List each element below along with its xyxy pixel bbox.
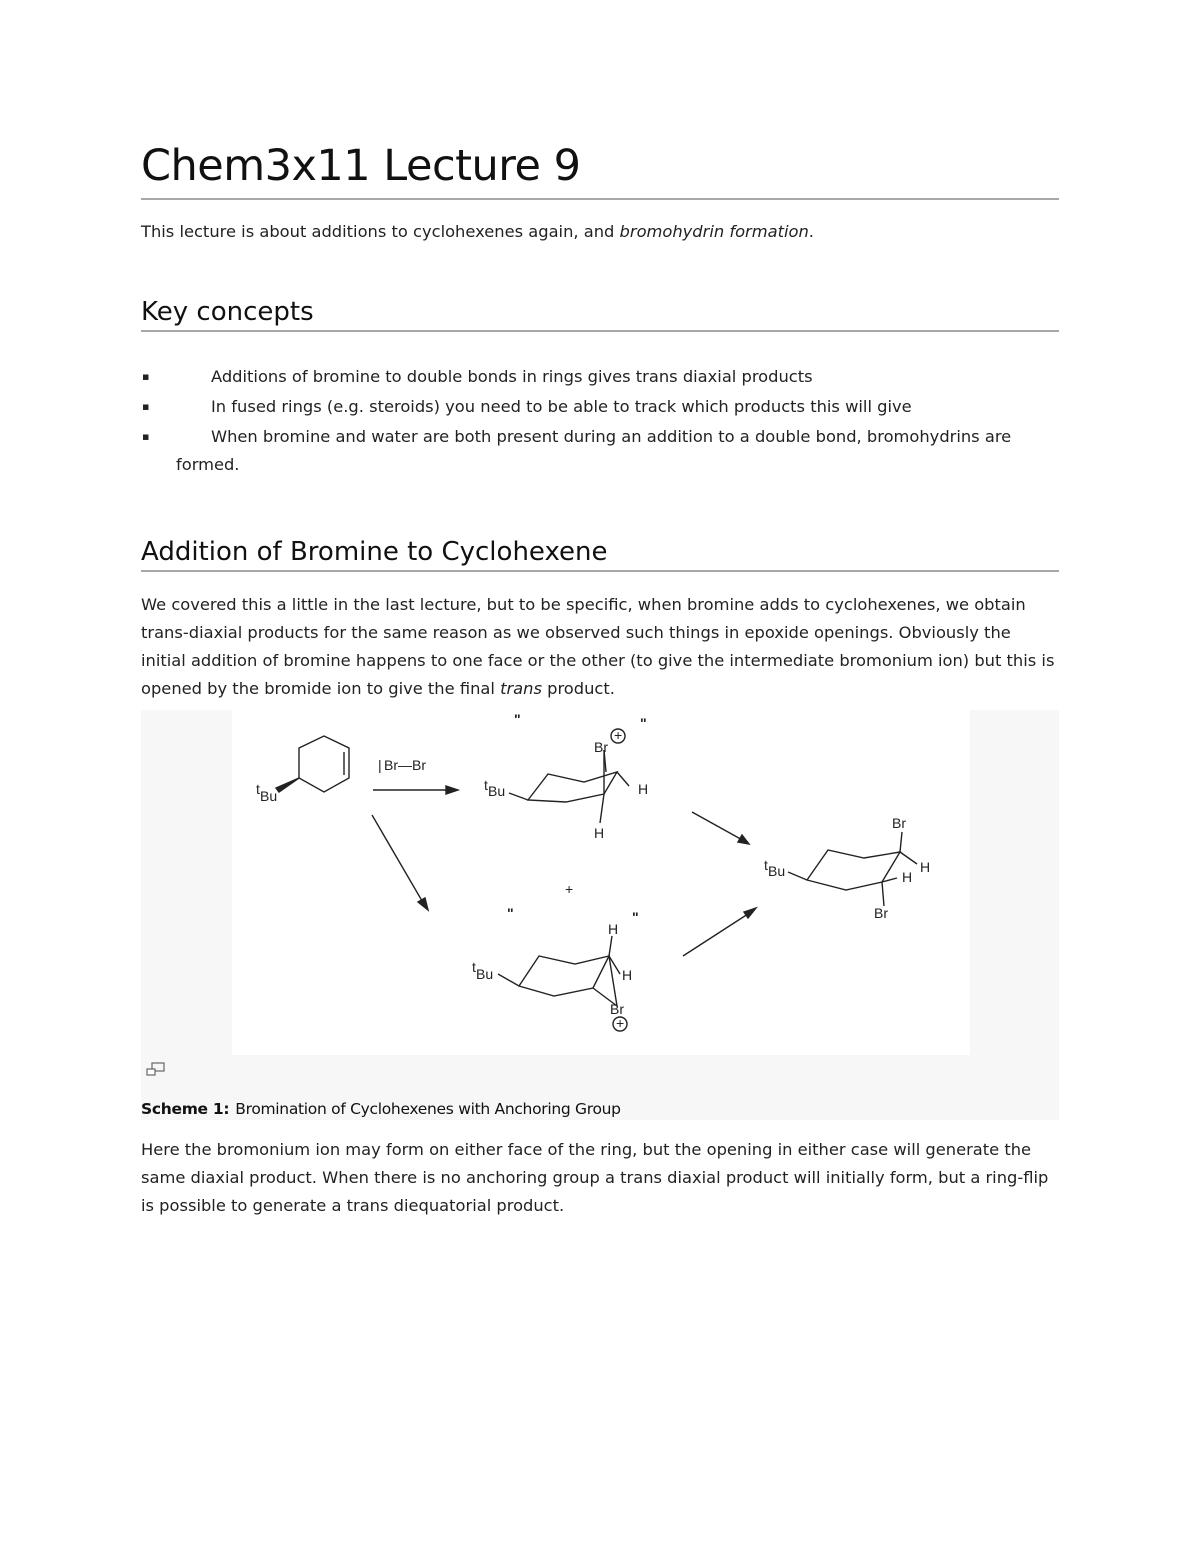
list-item-text: In fused rings (e.g. steroids) you need to be able to track which products this will give [211,397,912,416]
list-item [141,363,1059,391]
section-paragraph-end: product. [541,679,615,698]
section-paragraph [141,591,1059,703]
caption-text: Bromination of Cyclohexenes with Anchoring Group [235,1100,621,1118]
product-tbu-label: Bu [768,863,786,879]
top-charge-sign: + [614,727,623,743]
start-tbu-label: Bu [260,788,278,804]
key-concepts-heading: Key concepts [141,297,314,327]
scheme-figure [141,710,1059,1120]
intro-end: . [808,222,814,241]
bullet-icon: ▪ [142,370,150,383]
top-chair-h1 [617,772,629,786]
product-bond-br-bottom [882,882,884,906]
list-item [141,393,1059,421]
intro-paragraph [141,218,1059,246]
top-h-right-label: H [638,781,649,797]
key-concepts-divider [141,330,1059,332]
product-tbu-superscript: t [764,857,768,873]
cyclohexene-ring [299,736,349,792]
scheme-canvas [232,710,970,1055]
plus-sign: + [565,881,574,897]
product-bond-br-top [900,832,902,852]
top-br-label: Br [594,739,608,755]
page-title: Chem3x11 Lecture 9 [141,141,581,191]
bottom-chair-bond-tbu [498,974,519,986]
arrow-down-left [372,815,425,906]
bullet-icon: ▪ [142,430,150,443]
bottom-chair-h-top [609,936,612,956]
product-h-right-label: H [920,859,931,875]
product-h-inner-label: H [902,869,913,885]
list-item [141,423,1059,479]
list-item-continuation: formed. [176,455,240,474]
after-figure-paragraph: Here the bromonium ion may form on either face of the ring, but the opening in either case will generate the same diaxial product. When there is no anchoring group a trans diaxial product will initially form, but a ring-flip is possible to generate a trans diequatorial product. [141,1140,1049,1215]
caption-label: Scheme 1: [141,1100,230,1118]
list-item-text: Additions of bromine to double bonds in rings gives trans diaxial products [211,367,813,386]
bottom-h-side-label: H [622,967,633,983]
product-chair-bond-tbu [788,872,807,880]
intro-italic: bromohydrin formation [619,222,809,241]
bottom-charge-sign: + [616,1015,625,1031]
top-tbu-superscript: t [484,777,488,793]
top-dquote-left: " [514,711,521,727]
arrow-down-left-head [418,898,428,910]
list-item-text: When bromine and water are both present during an addition to a double bond, bromohydrins are [211,427,1012,446]
bottom-tbu-label: Bu [476,966,494,982]
section-paragraph-italic: trans [500,679,542,698]
section-paragraph-text: We covered this a little in the last lecture, but to be specific, when bromine adds to cyclohexenes, we obtain trans-diaxial products for the same reason as we observed such things in epoxide openings. Obviously the initial addition of bromine happens to one face or the other (to give the intermediate bromonium ion) but this is opened by the bromide ion to give the final [141,595,1055,698]
expand-figure-icon[interactable] [146,1061,166,1077]
product-bond-h-right [900,852,917,864]
bottom-tbu-superscript: t [472,959,476,975]
arrow-bottom-to-product-head [744,908,756,918]
top-dquote-right: " [640,715,647,731]
product-br-bottom-label: Br [874,905,888,921]
reagent-arrow-head [446,786,458,794]
figure-caption [141,1100,621,1118]
product-chair-ring [807,850,900,890]
bottom-h-top-label: H [608,921,619,937]
reaction-scheme-diagram [232,710,970,1055]
key-concepts-list [141,363,1059,481]
top-chair-bond-tbu [509,793,528,800]
reagent-label: Br—Br [384,757,426,773]
bottom-dquote-left: " [507,905,514,921]
tbu-wedge-bond [276,778,299,792]
reagent-prefix: | [378,757,382,773]
start-tbu-superscript: t [256,781,260,797]
top-tbu-label: Bu [488,783,506,799]
arrow-bottom-to-product [683,912,751,956]
product-br-top-label: Br [892,815,906,831]
title-divider [141,198,1059,200]
top-h-bottom-label: H [594,825,605,841]
arrow-top-to-product [692,812,746,842]
section-divider [141,570,1059,572]
bottom-dquote-right: " [632,909,639,925]
bottom-br-label: Br [610,1001,624,1017]
top-chair-h2 [600,794,604,823]
section-heading: Addition of Bromine to Cyclohexene [141,537,608,567]
arrow-top-to-product-head [738,835,749,844]
intro-text: This lecture is about additions to cyclohexenes again, and [141,222,620,241]
bullet-icon: ▪ [142,400,150,413]
